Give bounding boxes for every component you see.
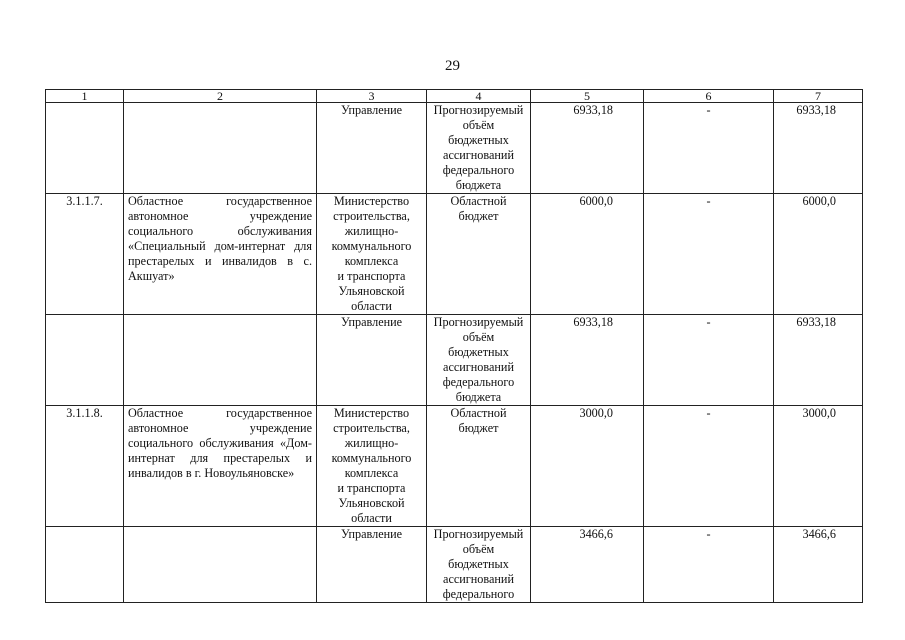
funding-source: Областной бюджет bbox=[427, 194, 531, 315]
col6-value: - bbox=[644, 103, 774, 194]
budget-table bbox=[45, 89, 863, 603]
executor: Управление bbox=[317, 527, 427, 603]
row-number bbox=[46, 103, 124, 194]
executor: Министерство строительства, жилищно- коммунального комплекса и транспорта Ульяновской области bbox=[317, 406, 427, 527]
institution-name: Областное государственное автономное учреждение социального обслуживания «Специальный дом-интернат для престарелых и инвалидов в с. Акшуат» bbox=[124, 194, 317, 315]
header-col-1: 1 bbox=[46, 90, 124, 103]
row-number: 3.1.1.7. bbox=[46, 194, 124, 315]
header-col-5: 5 bbox=[531, 90, 644, 103]
header-row bbox=[46, 90, 863, 103]
col7-value: 6933,18 bbox=[774, 315, 863, 406]
header-col-6: 6 bbox=[644, 90, 774, 103]
executor: Министерство строительства, жилищно- коммунального комплекса и транспорта Ульяновской области bbox=[317, 194, 427, 315]
col6-value: - bbox=[644, 194, 774, 315]
row-number bbox=[46, 315, 124, 406]
header-col-7: 7 bbox=[774, 90, 863, 103]
row-number: 3.1.1.8. bbox=[46, 406, 124, 527]
col6-value: - bbox=[644, 527, 774, 603]
header-col-3: 3 bbox=[317, 90, 427, 103]
total-amount: 6000,0 bbox=[531, 194, 644, 315]
institution-name: Областное государственное автономное учреждение социального обслуживания «Дом-интернат для престарелых и инвалидов в г. Новоульяновске» bbox=[124, 406, 317, 527]
funding-source: Областной бюджет bbox=[427, 406, 531, 527]
executor: Управление bbox=[317, 103, 427, 194]
table-row bbox=[46, 103, 863, 194]
total-amount: 3466,6 bbox=[531, 527, 644, 603]
total-amount: 6933,18 bbox=[531, 103, 644, 194]
funding-source: Прогнозируемый объём бюджетных ассигнований федерального бюджета bbox=[427, 103, 531, 194]
header-col-2: 2 bbox=[124, 90, 317, 103]
col7-value: 6000,0 bbox=[774, 194, 863, 315]
page-number: 29 bbox=[445, 58, 460, 74]
executor: Управление bbox=[317, 315, 427, 406]
row-number bbox=[46, 527, 124, 603]
col7-value: 3466,6 bbox=[774, 527, 863, 603]
col6-value: - bbox=[644, 315, 774, 406]
col7-value: 3000,0 bbox=[774, 406, 863, 527]
table-row bbox=[46, 406, 863, 527]
table-row bbox=[46, 527, 863, 603]
institution-name bbox=[124, 103, 317, 194]
institution-name bbox=[124, 527, 317, 603]
table-row bbox=[46, 315, 863, 406]
institution-name bbox=[124, 315, 317, 406]
col7-value: 6933,18 bbox=[774, 103, 863, 194]
table-row bbox=[46, 194, 863, 315]
total-amount: 6933,18 bbox=[531, 315, 644, 406]
header-col-4: 4 bbox=[427, 90, 531, 103]
col6-value: - bbox=[644, 406, 774, 527]
total-amount: 3000,0 bbox=[531, 406, 644, 527]
funding-source: Прогнозируемый объём бюджетных ассигнований федерального bbox=[427, 527, 531, 603]
funding-source: Прогнозируемый объём бюджетных ассигнований федерального бюджета bbox=[427, 315, 531, 406]
